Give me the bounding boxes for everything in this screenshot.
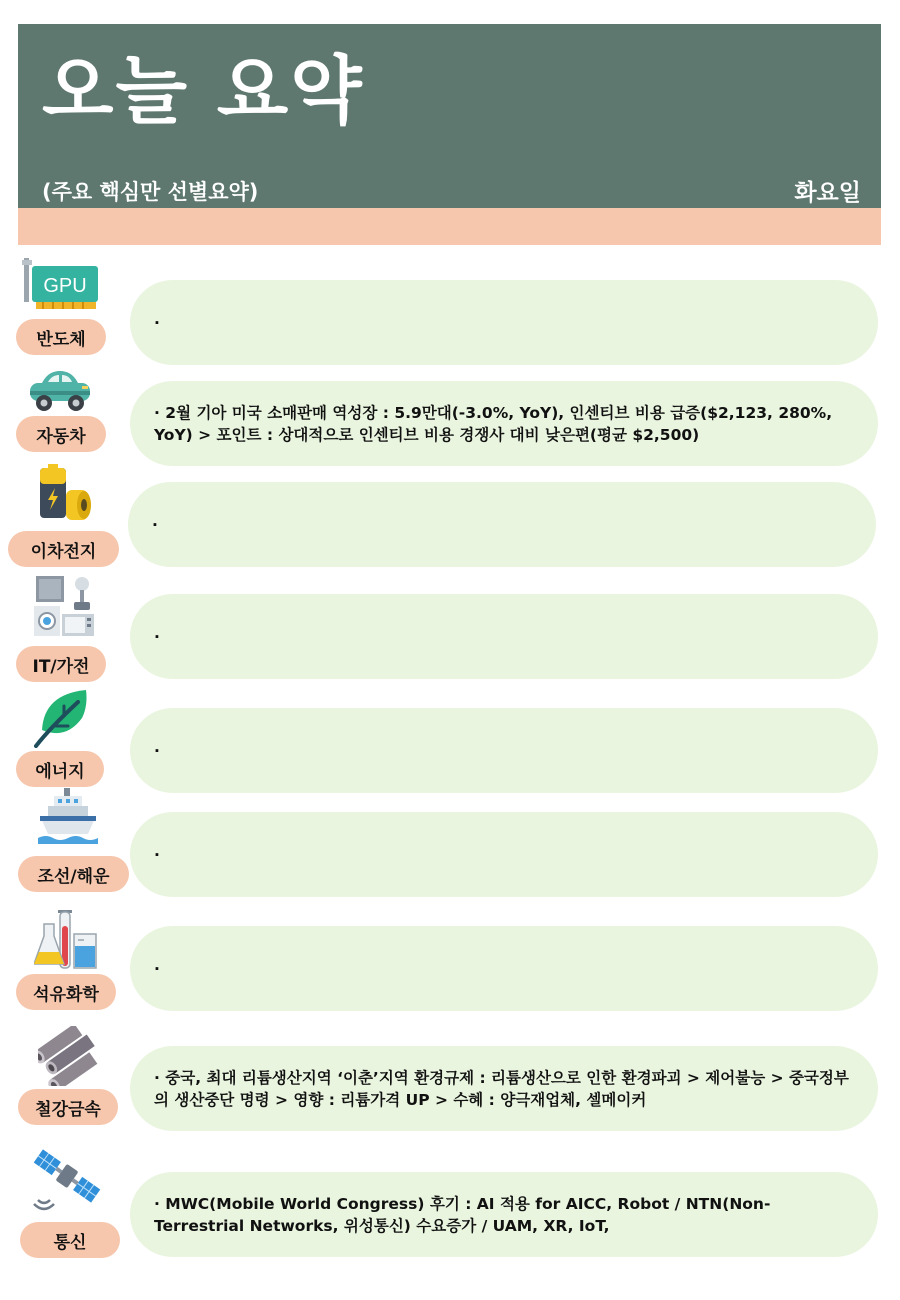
summary-text: ·: [154, 741, 160, 760]
sector-summary-energy: [130, 708, 878, 793]
sector-label-semiconductor: 반도체: [16, 319, 106, 355]
page-subtitle: (주요 핵심만 선별요약): [42, 180, 259, 204]
weekday-label: 화요일: [794, 180, 861, 206]
sector-label-telecom: 통신: [20, 1222, 120, 1258]
sector-summary-secondary-battery: [128, 482, 876, 567]
sector-label-automotive: 자동차: [16, 416, 106, 452]
summary-text: ·: [154, 313, 160, 332]
sector-summary-telecom: [130, 1172, 878, 1257]
sector-label-secondary-battery: 이차전지: [8, 531, 119, 567]
sector-label-shipbuilding-shipping: 조선/해운: [18, 856, 129, 892]
sector-summary-semiconductor: [130, 280, 878, 365]
sector-label-it-appliances: IT/가전: [16, 646, 106, 682]
summary-text: · MWC(Mobile World Congress) 후기 : AI 적용 for AICC, Robot / NTN(Non-Terrestrial Networks, 위성통신) 수요증가 / UAM, XR, IoT,: [154, 1194, 771, 1235]
page-title: 오늘 요약: [42, 48, 364, 134]
summary-text: ·: [152, 515, 158, 534]
summary-text: · 중국, 최대 리튬생산지역 ‘이춘’지역 환경규제 : 리튬생산으로 인한 환경파괴 > 제어불능 > 중국정부의 생산중단 명령 > 영향 : 리튬가격 UP > 수혜 : 양극재업체, 셀메이커: [154, 1068, 849, 1109]
sector-label-energy: 에너지: [16, 751, 104, 787]
battery-icon: [36, 464, 94, 524]
accent-band: [18, 208, 881, 245]
svg-text:GPU: GPU: [43, 275, 87, 297]
header-banner: [18, 24, 881, 208]
sector-summary-petrochemical: [130, 926, 878, 1011]
appliances-icon: [32, 574, 96, 638]
satellite-icon: [30, 1144, 104, 1214]
summary-text: ·: [154, 845, 160, 864]
sector-label-petrochemical: 석유화학: [16, 974, 116, 1010]
ship-icon: [38, 788, 98, 844]
leaf-icon: [34, 688, 90, 748]
sector-label-steel-metals: 철강금속: [18, 1089, 118, 1125]
sector-summary-automotive: [130, 381, 878, 466]
car-icon: [28, 369, 92, 413]
sector-summary-steel-metals: [130, 1046, 878, 1131]
sector-summary-it-appliances: [130, 594, 878, 679]
summary-text: · 2월 기아 미국 소매판매 역성장 : 5.9만대(-3.0%, YoY), 인센티브 비용 급증($2,123, 280%, YoY) > 포인트 : 상대적으로 인센티브 비용 경쟁사 대비 낮은편(평균 $2,500): [154, 403, 833, 444]
lab-flask-icon: [34, 908, 98, 972]
summary-text: ·: [154, 627, 160, 646]
steel-pipes-icon: [38, 1026, 102, 1086]
sector-summary-shipbuilding-shipping: [130, 812, 878, 897]
summary-text: ·: [154, 959, 160, 978]
gpu-card-icon: [22, 258, 102, 314]
